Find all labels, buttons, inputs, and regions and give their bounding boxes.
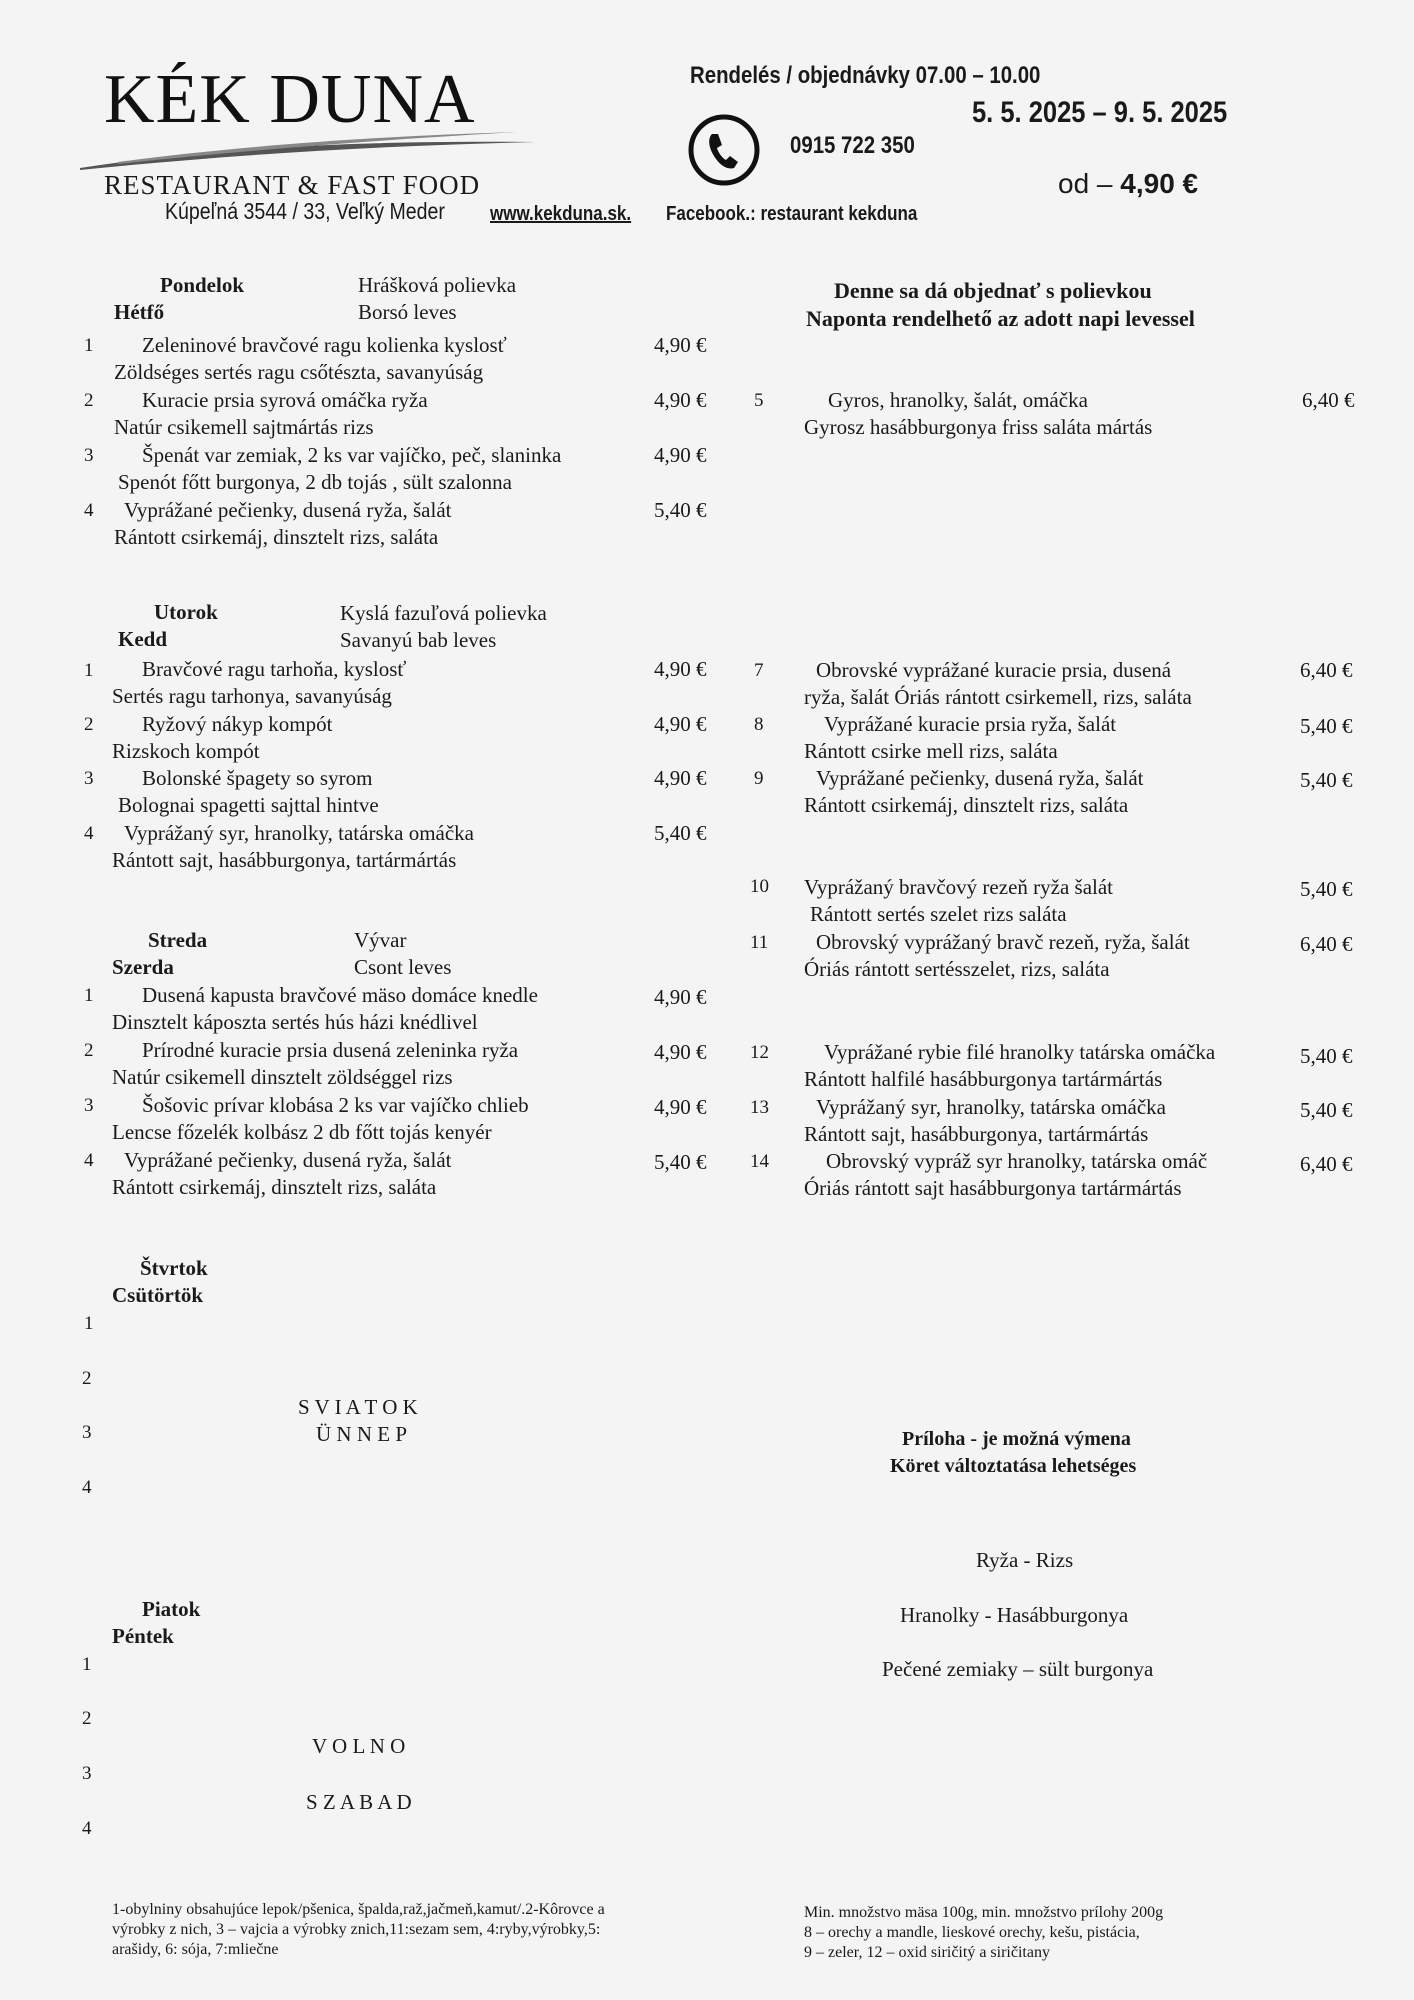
item-num: 1 [82, 1654, 92, 1675]
item-hu: Rántott csirkemáj, dinsztelt rizs, saláta [804, 793, 1129, 817]
date-range: 5. 5. 2025 – 9. 5. 2025 [972, 96, 1228, 129]
item-sk: Dusená kapusta bravčové mäso domáce knedle [142, 983, 538, 1007]
soup-sk-tuesday: Kyslá fazuľová polievka [340, 601, 547, 625]
item-price: 4,90 € [654, 1095, 707, 1119]
side-option: Pečené zemiaky – sült burgonya [882, 1657, 1154, 1681]
item-num: 4 [84, 1150, 94, 1171]
item-num: 9 [754, 768, 764, 789]
item-hu: Lencse főzelék kolbász 2 db főtt tojás kenyér [112, 1120, 492, 1144]
order-hours: Rendelés / objednávky 07.00 – 10.00 [690, 62, 1041, 89]
item-sk: Prírodné kuracie prsia dusená zeleninka ryža [142, 1038, 519, 1062]
item-price: 4,90 € [654, 333, 707, 357]
day-sk-tuesday: Utorok [154, 600, 218, 624]
item-num: 2 [82, 1368, 92, 1389]
item-num: 2 [84, 714, 94, 735]
item-price: 4,90 € [654, 443, 707, 467]
item-hu: Rántott csirkemáj, dinsztelt rizs, saláta [112, 1175, 437, 1199]
item-price: 6,40 € [1300, 658, 1353, 682]
item-num: 14 [750, 1151, 769, 1172]
item-hu: Sertés ragu tarhonya, savanyúság [112, 684, 392, 708]
price-from-label: od – [1058, 168, 1121, 199]
day-hu-friday: Péntek [112, 1624, 174, 1648]
item-sk: Šošovic prívar klobása 2 ks var vajíčko chlieb [142, 1093, 529, 1117]
item-num: 10 [750, 876, 769, 897]
item-num: 3 [84, 1095, 94, 1116]
item-price: 5,40 € [654, 498, 707, 522]
item-num: 3 [84, 445, 94, 466]
item-sk: Obrovský vyprážaný bravč rezeň, ryža, šalát [816, 930, 1190, 954]
soup-sk-monday: Hrášková polievka [358, 273, 517, 297]
item-sk: Obrovské vyprážané kuracie prsia, dusená [816, 658, 1172, 682]
item-num: 2 [84, 1040, 94, 1061]
day-hu-tuesday: Kedd [118, 627, 168, 651]
item-price: 5,40 € [1300, 714, 1353, 738]
soup-hu-monday: Borsó leves [358, 300, 457, 324]
day-sk-monday: Pondelok [160, 273, 245, 297]
soup-note-sk: Denne sa dá objednať s polievkou [834, 278, 1152, 303]
item-price: 4,90 € [654, 657, 707, 681]
side-option: Ryža - Rizs [976, 1548, 1074, 1572]
item-sk: Bravčové ragu tarhoňa, kyslosť [142, 657, 407, 681]
closed-sk: V O L N O [312, 1734, 406, 1758]
item-sk: Vyprážané kuracie prsia ryža, šalát [824, 712, 1117, 736]
item-sk: Zeleninové bravčové ragu kolienka kyslosť [142, 333, 507, 357]
min-quantity-note: Min. množstvo mäsa 100g, min. množstvo prílohy 200g [804, 1904, 1164, 1921]
item-price: 6,40 € [1300, 1152, 1353, 1176]
item-num: 3 [82, 1763, 92, 1784]
item-sk: Ryžový nákyp kompót [142, 712, 333, 736]
logo-wave [78, 122, 538, 172]
item-num: 4 [82, 1818, 92, 1839]
item-price: 4,90 € [654, 388, 707, 412]
item-num: 5 [754, 390, 764, 411]
item-hu: Rántott halfilé hasábburgonya tartármártás [804, 1067, 1163, 1091]
item-sk: Vyprážané pečienky, dusená ryža, šalát [124, 498, 452, 522]
item-num: 13 [750, 1097, 769, 1118]
day-sk-thursday: Štvrtok [140, 1256, 208, 1280]
item-sk: Bolonské špagety so syrom [142, 766, 373, 790]
item-sk: Špenát var zemiak, 2 ks var vajíčko, peč, slaninka [142, 443, 562, 467]
item-price: 4,90 € [654, 766, 707, 790]
item-num: 2 [84, 390, 94, 411]
item-sk: Kuracie prsia syrová omáčka ryža [142, 388, 428, 412]
item-hu: Rántott csirke mell rizs, saláta [804, 739, 1058, 763]
item-hu: Natúr csikemell sajtmártás rizs [114, 415, 374, 439]
phone-number: 0915 722 350 [790, 132, 915, 159]
item-hu: Natúr csikemell dinsztelt zöldséggel rizs [112, 1065, 453, 1089]
item-num: 4 [84, 823, 94, 844]
allergen-legend-3: 9 – zeler, 12 – oxid siričitý a siričitany [804, 1944, 1050, 1961]
item-num: 1 [84, 335, 94, 356]
item-num: 3 [84, 768, 94, 789]
item-hu: Óriás rántott sajt hasábburgonya tartármártás [804, 1176, 1182, 1200]
item-hu: Gyrosz hasábburgonya friss saláta mártás [804, 415, 1153, 439]
item-sk: Vyprážaný bravčový rezeň ryža šalát [804, 875, 1114, 899]
item-num: 1 [84, 660, 94, 681]
item-hu: Rántott csirkemáj, dinsztelt rizs, saláta [114, 525, 439, 549]
item-sk: Gyros, hranolky, šalát, omáčka [828, 388, 1088, 412]
day-hu-monday: Hétfő [114, 300, 165, 324]
sides-title-sk: Príloha - je možná výmena [902, 1428, 1131, 1450]
item-price: 5,40 € [654, 1150, 707, 1174]
item-sk: Vyprážaný syr, hranolky, tatárska omáčka [124, 821, 474, 845]
allergen-legend-2: 8 – orechy a mandle, lieskové orechy, kešu, pistácia, [804, 1924, 1140, 1941]
price-from-value: 4,90 € [1120, 168, 1199, 199]
soup-note-hu: Naponta rendelhető az adott napi levessel [806, 306, 1195, 331]
item-hu: Rántott sertés szelet rizs saláta [810, 902, 1067, 926]
soup-hu-tuesday: Savanyú bab leves [340, 628, 497, 652]
item-price: 5,40 € [1300, 1098, 1353, 1122]
sides-title-hu: Köret változtatása lehetséges [890, 1455, 1137, 1477]
item-hu: Rizskoch kompót [112, 739, 260, 763]
item-num: 2 [82, 1708, 92, 1729]
item-price: 4,90 € [654, 1040, 707, 1064]
item-price: 4,90 € [654, 985, 707, 1009]
item-price: 6,40 € [1302, 388, 1355, 412]
item-sk: Vyprážané rybie filé hranolky tatárska omáčka [824, 1040, 1216, 1064]
item-hu: Spenót főtt burgonya, 2 db tojás , sült szalonna [118, 470, 512, 494]
item-num: 1 [84, 1313, 94, 1334]
item-num: 12 [750, 1042, 769, 1063]
item-sk: Obrovský vypráž syr hranolky, tatárska omáč [826, 1149, 1208, 1173]
logo-title: KÉK DUNA [104, 61, 476, 138]
side-option: Hranolky - Hasábburgonya [900, 1603, 1129, 1627]
logo-subtitle: RESTAURANT & FAST FOOD [104, 170, 481, 200]
item-hu: Dinsztelt káposzta sertés hús házi knédlivel [112, 1010, 478, 1034]
item-price: 5,40 € [1300, 1044, 1353, 1068]
price-from [1058, 168, 1198, 200]
day-hu-wednesday: Szerda [112, 955, 174, 979]
holiday-sk: S V I A T O K [298, 1395, 418, 1419]
day-sk-wednesday: Streda [148, 928, 208, 952]
item-hu: ryža, šalát Óriás rántott csirkemell, rizs, saláta [804, 685, 1192, 709]
item-price: 5,40 € [654, 821, 707, 845]
closed-hu: S Z A B A D [306, 1790, 412, 1814]
item-num: 7 [754, 660, 764, 681]
day-sk-friday: Piatok [142, 1597, 201, 1621]
day-hu-thursday: Csütörtök [112, 1283, 204, 1307]
item-num: 8 [754, 714, 764, 735]
allergen-legend: 1-obylniny obsahujúce lepok/pšenica, špalda,raž,jačmeň,kamut/.2-Kôrovce a výrobky z nich, 3 – vajcia a výrobky znich,11:sezam sem, 4:ryby,výrobky,5: arašidy, 6: sója, 7:mliečne [112, 1901, 605, 1958]
item-hu: Rántott sajt, hasábburgonya, tartármártás [112, 848, 457, 872]
soup-sk-wednesday: Vývar [354, 928, 407, 952]
item-hu: Rántott sajt, hasábburgonya, tartármártás [804, 1122, 1149, 1146]
item-hu: Bolognai spagetti sajttal hintve [118, 793, 379, 817]
item-hu: Óriás rántott sertésszelet, rizs, saláta [804, 957, 1110, 981]
phone-icon [686, 112, 762, 193]
item-num: 11 [750, 932, 769, 953]
facebook-text: Facebook.: restaurant kekduna [666, 203, 918, 225]
item-price: 6,40 € [1300, 932, 1353, 956]
holiday-hu: Ü N N E P [316, 1422, 408, 1446]
item-price: 4,90 € [654, 712, 707, 736]
item-num: 4 [84, 500, 94, 521]
item-price: 5,40 € [1300, 877, 1353, 901]
soup-hu-wednesday: Csont leves [354, 955, 452, 979]
item-sk: Vyprážané pečienky, dusená ryža, šalát [124, 1148, 452, 1172]
item-num: 3 [82, 1422, 92, 1443]
item-num: 1 [84, 985, 94, 1006]
item-num: 4 [82, 1477, 92, 1498]
item-hu: Zöldséges sertés ragu csőtészta, savanyúság [114, 360, 484, 384]
item-sk: Vyprážaný syr, hranolky, tatárska omáčka [816, 1095, 1166, 1119]
item-price: 5,40 € [1300, 768, 1353, 792]
item-sk: Vyprážané pečienky, dusená ryža, šalát [816, 766, 1144, 790]
address: Kúpeľná 3544 / 33, Veľký Meder [165, 198, 445, 224]
website-link[interactable]: www.kekduna.sk. [490, 203, 632, 225]
